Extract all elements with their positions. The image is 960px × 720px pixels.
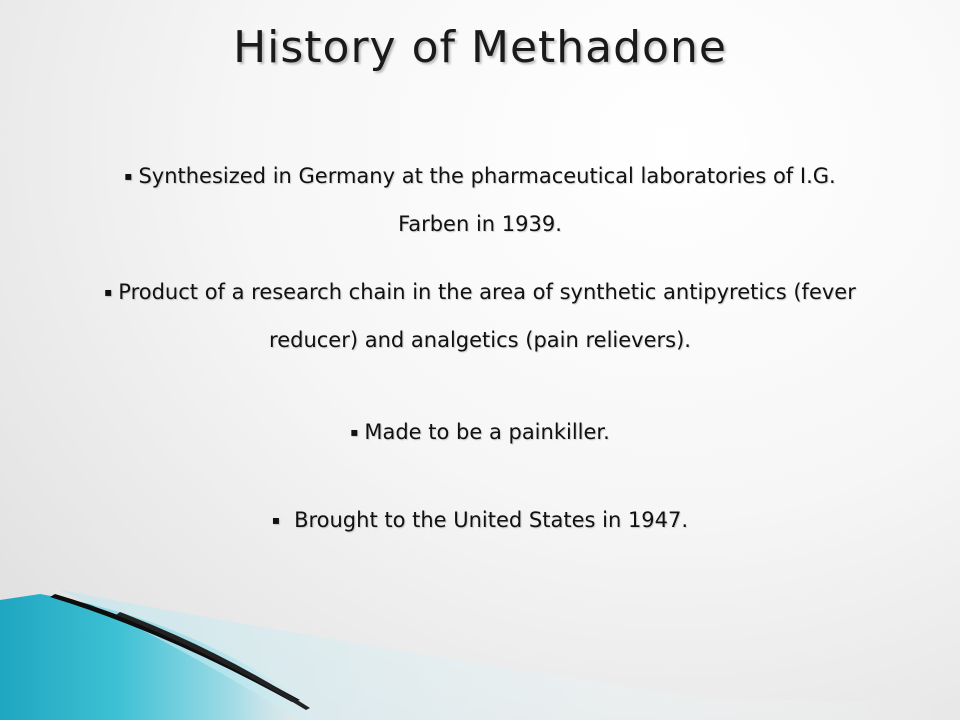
decorative-swoosh [0,580,960,720]
bullet-list [0,152,960,544]
bullet-marker-icon: ▪ [124,169,133,183]
bullet-marker-icon: ▪ [350,425,359,439]
bullet-item [0,268,960,364]
bullet-text-line: Farben in 1939. [398,212,562,236]
bullet-text-line: Made to be a painkiller. [364,420,610,444]
slide-title: History of Methadone [233,22,727,73]
bullet-item [0,152,960,248]
bullet-item [0,496,960,544]
bullet-text-line: Brought to the United States in 1947. [294,508,689,532]
bullet-item [0,408,960,456]
bullet-text-line: Synthesized in Germany at the pharmaceutical laboratories of I.G. [138,164,836,188]
bullet-marker-icon: ▪ [271,513,281,527]
bullet-text-line: Product of a research chain in the area of synthetic antipyretics (fever [118,280,856,304]
bullet-marker-icon: ▪ [104,285,113,299]
bullet-text-line: reducer) and analgetics (pain relievers). [269,328,691,352]
